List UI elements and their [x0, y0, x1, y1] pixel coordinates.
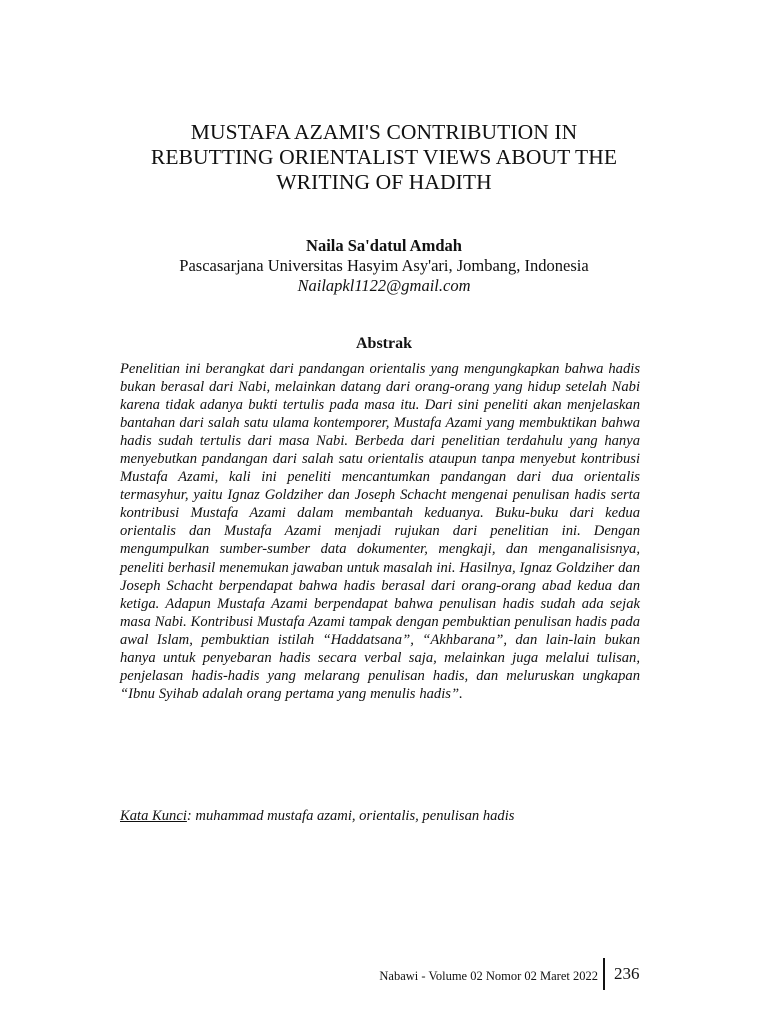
author-block [110, 236, 658, 296]
paper-title [110, 120, 658, 195]
author-name: Naila Sa'datul Amdah [306, 236, 462, 255]
abstract-body: Penelitian ini berangkat dari pandangan orientalis yang mengungkapkan bahwa hadis bukan berasal dari Nabi, melainkan datang dari orang-orang yang hidup setelah Nabi karena tidak adanya bukti tertulis pada masa itu. Dari sini peneliti akan menjelaskan bantahan dari salah satu ulama kontemporer, Mustafa Azami yang membuktikan bahwa hadis sudah tertulis dari masa Nabi. Berbeda dari penelitian terdahulu yang hanya menyebutkan pandangan dari salah satu orientalis ataupun tanpa menyebut kontribusi Mustafa Azami, kali ini peneliti mencantumkan pandangan dari dua orientalis termasyhur, yaitu Ignaz Goldziher dan Joseph Schacht mengenai penulisan hadis serta kontribusi Mustafa Azami dalam membantah keduanya. Buku-buku dari kedua orientalis dan Mustafa Azami menjadi rujukan dari penelitian ini. Dengan mengumpulkan sumber-sumber data dokumenter, mengkaji, dan menganalisisnya, peneliti berhasil menemukan jawaban untuk masalah ini. Hasilnya, Ignaz Goldziher dan Joseph Schacht berpendapat bahwa hadis berasal dari orang-orang abad kedua dan ketiga. Adapun Mustafa Azami berpendapat bahwa penulisan hadis sudah ada sejak masa Nabi. Kontribusi Mustafa Azami tampak dengan pembuktian penulisan hadis pada awal Islam, pembuktian istilah “Haddatsana”, “Akhbarana”, dan lain-lain bukan hanya untuk penyebaran hadis secara verbal saja, melainkan juga melalui tulisan, penjelasan hadis-hadis yang melarang penulisan hadis, dan meluruskan ungkapan “Ibnu Syihab adalah orang pertama yang menulis hadis”. [120, 361, 640, 702]
title-line: WRITING OF HADITH [276, 170, 492, 194]
title-line: REBUTTING ORIENTALIST VIEWS ABOUT THE [150, 145, 618, 169]
title-line: MUSTAFA AZAMI'S CONTRIBUTION IN [190, 120, 578, 144]
page-number: 236 [614, 964, 640, 983]
keywords-line [120, 807, 640, 825]
keywords-label: Kata Kunci [120, 808, 187, 824]
footer-divider [603, 958, 605, 990]
abstract-heading: Abstrak [355, 335, 412, 352]
keywords-text: : muhammad mustafa azami, orientalis, penulisan hadis [186, 808, 515, 824]
author-email: Nailapkl1122@gmail.com [297, 276, 471, 295]
author-affiliation: Pascasarjana Universitas Hasyim Asy'ari, Jombang, Indonesia [179, 256, 589, 275]
journal-reference: Nabawi - Volume 02 Nomor 02 Maret 2022 [379, 969, 598, 983]
